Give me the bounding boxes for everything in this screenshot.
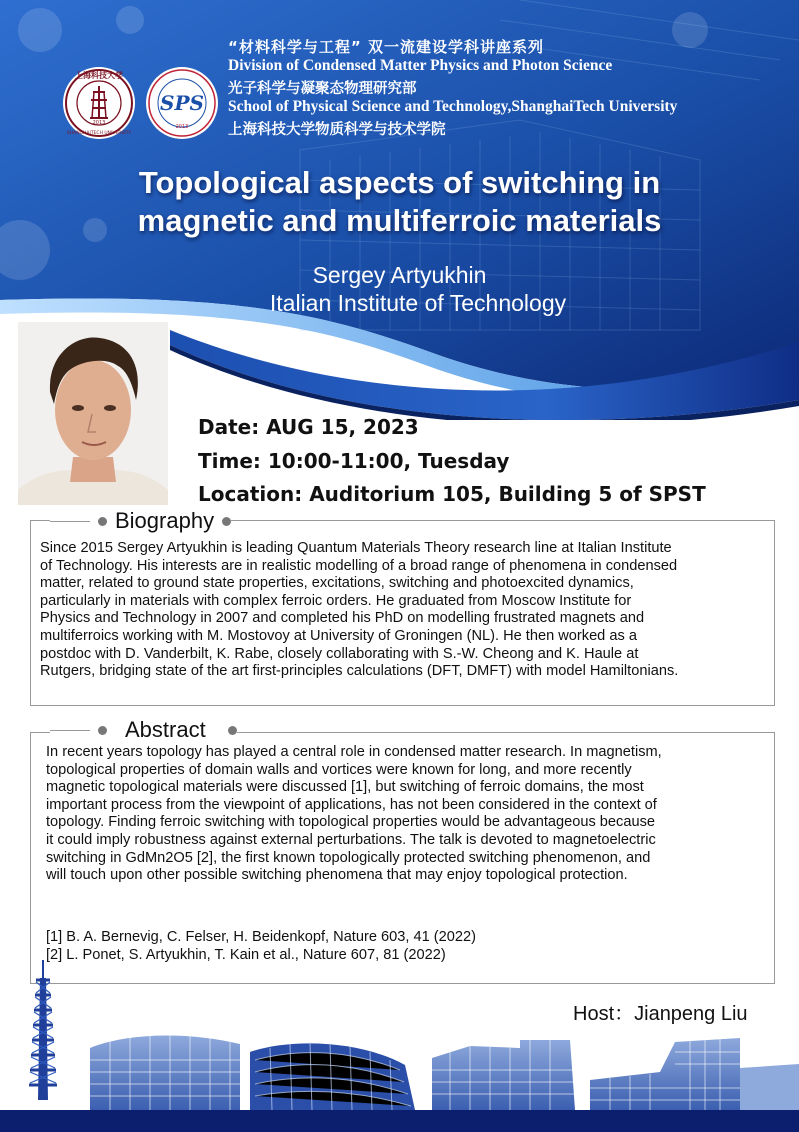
event-time: Time: 10:00-11:00, Tuesday <box>198 449 510 473</box>
references-list <box>46 929 476 964</box>
svg-text:2013: 2013 <box>175 124 189 130</box>
school-sps-logo <box>145 66 219 140</box>
host-name: Host：Jianpeng Liu <box>573 1003 748 1025</box>
abstract-line: switching in GdMn2O5 [2], the first known topologically protected switching phenomenon, and <box>46 849 651 866</box>
abstract-line: important process from the viewpoint of applications, has not been considered in the context of <box>46 796 657 813</box>
bullet-dot-icon <box>222 517 231 526</box>
biography-line: Physics and Technology in 2007 and completed his PhD on modelling frustrated magnets and <box>40 610 645 627</box>
tower-icon <box>29 960 57 1100</box>
reference-item: [2] L. Ponet, S. Artyukhin, T. Kain et al., Nature 607, 81 (2022) <box>46 946 446 963</box>
abstract-line: topological properties of domain walls and vortices were known for long, and more recently <box>46 761 632 778</box>
biography-line: postdoc with D. Vanderbilt, K. Rabe, closely collaborating with S.-W. Cheong and K. Haule at <box>40 645 639 662</box>
lecture-series-title: “材料科学与工程” 双一流建设学科讲座系列 <box>228 38 544 56</box>
biography-heading-label: Biography <box>115 508 215 533</box>
biography-line: particularly in materials with complex ferroic orders. He graduated from Moscow Institute for <box>40 592 632 609</box>
svg-text:上海科技大学: 上海科技大学 <box>75 71 123 80</box>
school-name-cn: 上海科技大学物质科学与技术学院 <box>228 122 446 138</box>
svg-text:SHANGHAITECH UNIVERSITY: SHANGHAITECH UNIVERSITY <box>66 131 132 136</box>
abstract-line: topology. Finding ferroic switching with topological properties would be advantageous because <box>46 814 655 831</box>
biography-line: Since 2015 Sergey Artyukhin is leading Quantum Materials Theory research line at Italian Institute <box>40 540 672 556</box>
abstract-line: In recent years topology has played a central role in condensed matter research. In magnetism, <box>46 744 662 760</box>
school-name-en: School of Physical Science and Technology,ShanghaiTech University <box>228 98 678 115</box>
abstract-line: it could imply robustness against external perturbations. The talk is devoted to magnetoelectric <box>46 831 656 848</box>
abstract-line: will touch upon other possible switching phenomena that may enjoy topological protection. <box>46 867 628 884</box>
speaker-name: Sergey Artyukhin <box>312 262 487 288</box>
bullet-dot-icon <box>228 726 237 735</box>
talk-title-line-2: magnetic and multiferroic materials <box>137 203 662 238</box>
heading-rule <box>50 730 90 731</box>
footer-skyline <box>0 960 799 1132</box>
svg-text:2013: 2013 <box>92 120 106 126</box>
abstract-line: magnetic topological materials were discussed [1], but switching of ferroic domains, the most <box>46 779 644 796</box>
event-location: Location: Auditorium 105, Building 5 of SPST <box>198 482 706 506</box>
bullet-dot-icon <box>98 517 107 526</box>
biography-line: of Technology. His interests are in realistic modelling of a broad range of phenomena in condensed <box>40 557 678 574</box>
speaker-photo <box>18 322 168 505</box>
talk-title-line-1: Topological aspects of switching in <box>138 165 661 200</box>
abstract-heading-label: Abstract <box>125 717 206 742</box>
shanghaitech-university-logo <box>62 66 136 140</box>
bullet-dot-icon <box>98 726 107 735</box>
event-date: Date: AUG 15, 2023 <box>198 415 419 439</box>
biography-line: matter, related to ground state properties, excitations, switching and photoexcited dynamics, <box>40 575 634 592</box>
division-name-cn: 光子科学与凝聚态物理研究部 <box>228 81 417 97</box>
biography-line: Rutgers, bridging state of the art first-principles calculations (DFT, DMFT) with model Hamiltonians. <box>40 663 679 680</box>
svg-text:SPS: SPS <box>160 91 204 115</box>
division-name-en: Division of Condensed Matter Physics and Photon Science <box>228 57 613 74</box>
talk-title <box>0 164 799 240</box>
reference-item: [1] B. A. Bernevig, C. Felser, H. Beidenkopf, Nature 603, 41 (2022) <box>46 929 476 945</box>
biography-heading <box>50 508 231 534</box>
biography-line: multiferroics working with M. Mostovoy at University of Groningen (NL). He then worked as a <box>40 627 637 644</box>
speaker-affiliation: Italian Institute of Technology <box>269 290 567 316</box>
biography-text <box>40 540 770 681</box>
abstract-text <box>46 744 770 885</box>
abstract-heading <box>50 717 237 743</box>
heading-rule <box>50 521 90 522</box>
